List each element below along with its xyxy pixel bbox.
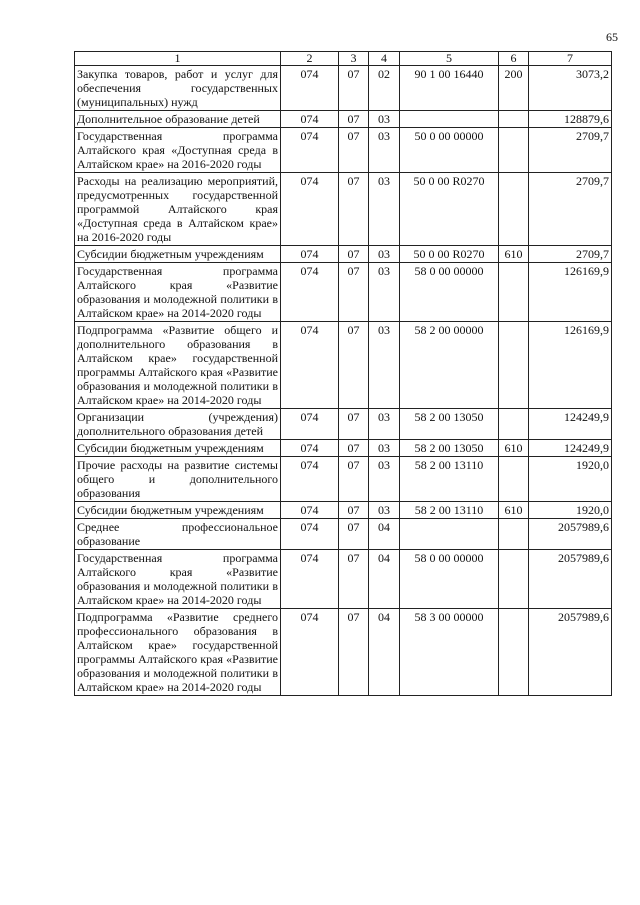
expense-type-code <box>499 173 529 246</box>
amount: 124249,9 <box>529 440 612 457</box>
table-row <box>75 550 612 609</box>
row-name: Прочие расходы на развитие системы общего и дополнительного образования <box>75 457 281 502</box>
amount: 1920,0 <box>529 457 612 502</box>
subsection-code: 03 <box>369 322 400 409</box>
row-name: Подпрограмма «Развитие среднего профессионального образования в Алтайском крае» государственной программы Алтайского края «Развитие образования и молодежной политики в Алтайском крае» на 2014-2020 годы <box>75 609 281 696</box>
row-name: Государственная программа Алтайского края «Развитие образования и молодежной политики в Алтайском крае» на 2014-2020 годы <box>75 550 281 609</box>
amount: 126169,9 <box>529 322 612 409</box>
subsection-code: 04 <box>369 550 400 609</box>
ministry-code: 074 <box>281 519 339 550</box>
section-code: 07 <box>339 609 369 696</box>
ministry-code: 074 <box>281 457 339 502</box>
target-article-code: 58 2 00 13050 <box>400 409 499 440</box>
subsection-code: 03 <box>369 409 400 440</box>
subsection-code: 03 <box>369 111 400 128</box>
ministry-code: 074 <box>281 173 339 246</box>
amount: 2709,7 <box>529 173 612 246</box>
ministry-code: 074 <box>281 111 339 128</box>
target-article-code: 58 2 00 13110 <box>400 457 499 502</box>
row-name: Субсидии бюджетным учреждениям <box>75 502 281 519</box>
target-article-code: 50 0 00 00000 <box>400 128 499 173</box>
target-article-code: 50 0 00 R0270 <box>400 173 499 246</box>
expense-type-code <box>499 519 529 550</box>
table-row <box>75 502 612 519</box>
subsection-code: 03 <box>369 457 400 502</box>
column-header: 4 <box>369 52 400 66</box>
section-code: 07 <box>339 246 369 263</box>
page-number: 65 <box>606 30 618 44</box>
expense-type-code <box>499 409 529 440</box>
section-code: 07 <box>339 550 369 609</box>
column-header: 5 <box>400 52 499 66</box>
subsection-code: 03 <box>369 128 400 173</box>
amount: 1920,0 <box>529 502 612 519</box>
section-code: 07 <box>339 440 369 457</box>
column-header: 1 <box>75 52 281 66</box>
expense-type-code: 610 <box>499 246 529 263</box>
target-article-code <box>400 519 499 550</box>
row-name: Государственная программа Алтайского края «Развитие образования и молодежной политики в Алтайском крае» на 2014-2020 годы <box>75 263 281 322</box>
subsection-code: 03 <box>369 502 400 519</box>
target-article-code <box>400 111 499 128</box>
ministry-code: 074 <box>281 66 339 111</box>
section-code: 07 <box>339 409 369 440</box>
row-name: Государственная программа Алтайского края «Доступная среда в Алтайском крае» на 2016-2020 годы <box>75 128 281 173</box>
section-code: 07 <box>339 322 369 409</box>
section-code: 07 <box>339 128 369 173</box>
amount: 2057989,6 <box>529 550 612 609</box>
ministry-code: 074 <box>281 322 339 409</box>
target-article-code: 58 3 00 00000 <box>400 609 499 696</box>
subsection-code: 04 <box>369 519 400 550</box>
column-header: 7 <box>529 52 612 66</box>
section-code: 07 <box>339 173 369 246</box>
expense-type-code: 200 <box>499 66 529 111</box>
target-article-code: 58 0 00 00000 <box>400 263 499 322</box>
subsection-code: 04 <box>369 609 400 696</box>
expense-type-code <box>499 111 529 128</box>
expense-type-code <box>499 263 529 322</box>
row-name: Организации (учреждения) дополнительного образования детей <box>75 409 281 440</box>
table-row <box>75 409 612 440</box>
section-code: 07 <box>339 111 369 128</box>
table-row <box>75 609 612 696</box>
table-row <box>75 173 612 246</box>
row-name: Среднее профессиональное образование <box>75 519 281 550</box>
subsection-code: 02 <box>369 66 400 111</box>
amount: 2057989,6 <box>529 609 612 696</box>
amount: 2057989,6 <box>529 519 612 550</box>
row-name: Субсидии бюджетным учреждениям <box>75 440 281 457</box>
subsection-code: 03 <box>369 440 400 457</box>
header-row <box>75 52 612 66</box>
amount: 124249,9 <box>529 409 612 440</box>
section-code: 07 <box>339 502 369 519</box>
section-code: 07 <box>339 457 369 502</box>
target-article-code: 50 0 00 R0270 <box>400 246 499 263</box>
amount: 3073,2 <box>529 66 612 111</box>
ministry-code: 074 <box>281 502 339 519</box>
expense-type-code <box>499 128 529 173</box>
expense-type-code <box>499 322 529 409</box>
ministry-code: 074 <box>281 550 339 609</box>
ministry-code: 074 <box>281 609 339 696</box>
table-row <box>75 111 612 128</box>
row-name: Дополнительное образование детей <box>75 111 281 128</box>
target-article-code: 58 2 00 00000 <box>400 322 499 409</box>
table-row <box>75 128 612 173</box>
amount: 126169,9 <box>529 263 612 322</box>
budget-table <box>74 51 612 696</box>
table-row <box>75 246 612 263</box>
column-header: 2 <box>281 52 339 66</box>
row-name: Субсидии бюджетным учреждениям <box>75 246 281 263</box>
target-article-code: 58 2 00 13050 <box>400 440 499 457</box>
row-name: Закупка товаров, работ и услуг для обеспечения государственных (муниципальных) нужд <box>75 66 281 111</box>
ministry-code: 074 <box>281 246 339 263</box>
table-row <box>75 66 612 111</box>
subsection-code: 03 <box>369 173 400 246</box>
target-article-code: 90 1 00 16440 <box>400 66 499 111</box>
target-article-code: 58 0 00 00000 <box>400 550 499 609</box>
expense-type-code <box>499 609 529 696</box>
table-row <box>75 263 612 322</box>
subsection-code: 03 <box>369 263 400 322</box>
ministry-code: 074 <box>281 409 339 440</box>
expense-type-code <box>499 550 529 609</box>
expense-type-code <box>499 457 529 502</box>
expense-type-code: 610 <box>499 502 529 519</box>
table-row <box>75 457 612 502</box>
row-name: Расходы на реализацию мероприятий, предусмотренных государственной программой Алтайского края «Доступная среда в Алтайском крае» на 2016-2020 годы <box>75 173 281 246</box>
section-code: 07 <box>339 519 369 550</box>
section-code: 07 <box>339 66 369 111</box>
subsection-code: 03 <box>369 246 400 263</box>
expense-type-code: 610 <box>499 440 529 457</box>
ministry-code: 074 <box>281 128 339 173</box>
target-article-code: 58 2 00 13110 <box>400 502 499 519</box>
ministry-code: 074 <box>281 263 339 322</box>
ministry-code: 074 <box>281 440 339 457</box>
column-header: 6 <box>499 52 529 66</box>
section-code: 07 <box>339 263 369 322</box>
table-row <box>75 519 612 550</box>
column-header: 3 <box>339 52 369 66</box>
table-row <box>75 440 612 457</box>
row-name: Подпрограмма «Развитие общего и дополнительного образования в Алтайском крае» государственной программы Алтайского края «Развитие образования и молодежной политики в Алтайском крае» на 2014-2020 годы <box>75 322 281 409</box>
table-row <box>75 322 612 409</box>
amount: 2709,7 <box>529 128 612 173</box>
amount: 128879,6 <box>529 111 612 128</box>
amount: 2709,7 <box>529 246 612 263</box>
